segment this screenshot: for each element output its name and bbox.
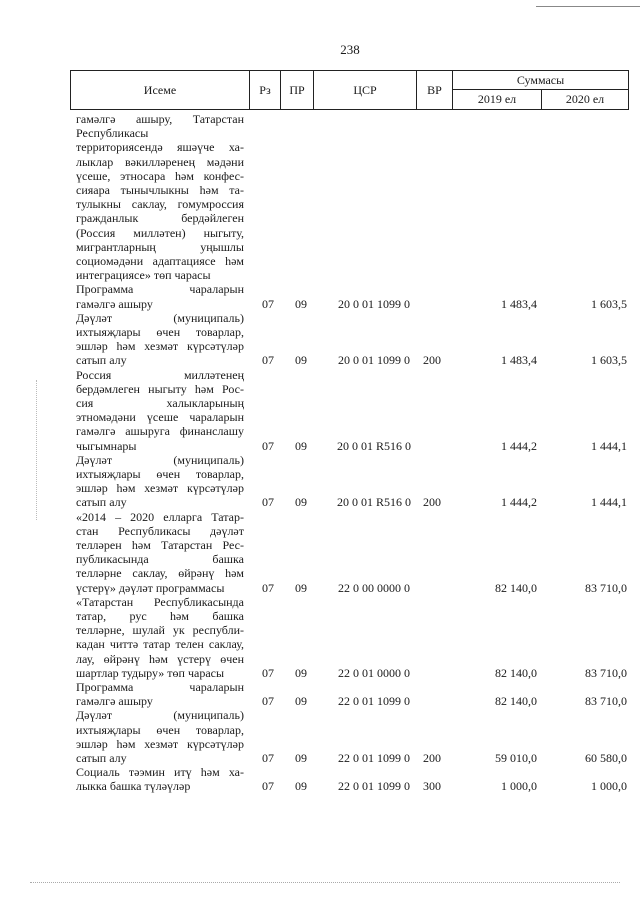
cell-pr: 09 xyxy=(295,665,307,680)
row-name-line: гамәлгә ашыру xyxy=(76,694,153,709)
row-name-line: үсеше, этносара һәм конфес- xyxy=(76,168,244,183)
cell-csr: 20 0 01 1099 0 xyxy=(338,296,410,311)
cell-sum-2020: 1 444,1 xyxy=(591,495,627,510)
row-name-line: мигрантларның уңышлы xyxy=(76,239,244,254)
cell-vr: 200 xyxy=(423,353,441,368)
cell-sum-2019: 82 140,0 xyxy=(495,694,537,709)
cell-vr: 300 xyxy=(423,779,441,794)
row-name-line: Республикасы xyxy=(76,126,149,141)
cell-rz: 07 xyxy=(262,495,274,510)
cell-sum-2020: 83 710,0 xyxy=(585,580,627,595)
cell-sum-2019: 82 140,0 xyxy=(495,580,537,595)
header-csr: ЦСР xyxy=(314,71,417,110)
cell-csr: 22 0 01 0000 0 xyxy=(338,665,410,680)
row-name-line: сияара тынычлыкны һәм та- xyxy=(76,182,244,197)
row-name-line: «Татарстан Республикасында xyxy=(76,594,244,609)
row-name-line: ихтыяҗлары өчен товарлар, xyxy=(76,722,244,737)
cell-pr: 09 xyxy=(295,750,307,765)
row-name-line: телләрне саклау, өйрәнү һәм xyxy=(76,566,244,581)
row-name-line: үстерү» дәүләт программасы xyxy=(76,580,225,595)
row-name-line: лыклар вәкилләренең мәдәни xyxy=(76,154,244,169)
cell-pr: 09 xyxy=(295,438,307,453)
row-name-line: территориясендә яшәүче ха- xyxy=(76,140,244,155)
cell-sum-2020: 60 580,0 xyxy=(585,750,627,765)
row-name-line: гамәлгә ашыру xyxy=(76,296,153,311)
row-name-line: «2014 – 2020 елларга Татар- xyxy=(76,509,244,524)
cell-pr: 09 xyxy=(295,580,307,595)
row-name-line: Программа чараларын xyxy=(76,680,244,694)
cell-sum-2019: 1 483,4 xyxy=(501,296,537,311)
row-name-line: эшләр һәм хезмәт күрсәтүләр xyxy=(76,481,244,496)
cell-rz: 07 xyxy=(262,296,274,311)
row-name-line: гамәлгә ашыруга финанслашу xyxy=(76,424,244,439)
row-name-line: Программа чараларын xyxy=(76,282,244,297)
cell-pr: 09 xyxy=(295,296,307,311)
cell-csr: 22 0 00 0000 0 xyxy=(338,580,410,595)
cell-pr: 09 xyxy=(295,495,307,510)
row-name-line: этномәдәни үсеше чараларын xyxy=(76,410,244,425)
header-year-2019: 2019 ел xyxy=(453,90,542,110)
row-name-line: эшләр һәм хезмәт күрсәтүләр xyxy=(76,736,244,751)
row-name-line: сия халыкларының xyxy=(76,395,244,410)
row-name-line: Дәүләт (муниципаль) xyxy=(76,452,244,467)
cell-rz: 07 xyxy=(262,580,274,595)
cell-csr: 20 0 01 R516 0 xyxy=(336,495,411,510)
cell-sum-2019: 1 000,0 xyxy=(501,779,537,794)
cell-csr: 20 0 01 R516 0 xyxy=(336,438,411,453)
row-name-line: Россия милләтенең xyxy=(76,367,244,382)
cell-vr: 200 xyxy=(423,750,441,765)
row-name-line: ихтыяҗлары өчен товарлар, xyxy=(76,466,244,481)
cell-sum-2019: 1 444,2 xyxy=(501,438,537,453)
cell-sum-2019: 82 140,0 xyxy=(495,665,537,680)
row-name-line: сатып алу xyxy=(76,353,127,368)
cell-vr: 200 xyxy=(423,495,441,510)
row-name xyxy=(76,453,244,510)
row-name-line: телләрне, шулай ук республи- xyxy=(76,623,244,638)
row-name xyxy=(76,680,244,708)
row-name xyxy=(76,595,244,680)
row-name xyxy=(76,708,244,765)
cell-rz: 07 xyxy=(262,750,274,765)
header-pr: ПР xyxy=(281,71,314,110)
row-name-line: татар, рус һәм башка xyxy=(76,608,244,623)
cell-rz: 07 xyxy=(262,665,274,680)
row-name-line: лау, өйрәнү һәм үстерү өчен xyxy=(76,651,244,666)
row-name-line: гамәлгә ашыру, Татарстан xyxy=(76,112,244,126)
row-name-line: Социаль тәэмин итү һәм ха- xyxy=(76,765,244,780)
cell-csr: 22 0 01 1099 0 xyxy=(338,779,410,794)
header-sums: Суммасы xyxy=(453,71,629,90)
row-name-line: (Россия милләтен) ныгыту, xyxy=(76,225,244,240)
row-name xyxy=(76,282,244,310)
cell-sum-2020: 1 000,0 xyxy=(591,779,627,794)
row-name xyxy=(76,765,244,793)
row-name-line: Дәүләт (муниципаль) xyxy=(76,708,244,723)
row-name-line: интеграциясе» төп чарасы xyxy=(76,268,211,283)
row-name-line: ихтыяҗлары өчен товарлар, xyxy=(76,324,244,339)
cell-pr: 09 xyxy=(295,779,307,794)
row-name-line: шартлар тудыру» төп чарасы xyxy=(76,665,225,680)
row-name xyxy=(76,311,244,368)
scan-margin-marks xyxy=(36,380,37,520)
row-name-line: сатып алу xyxy=(76,750,127,765)
row-name-line: тулыкны саклау, гомумроссия xyxy=(76,197,244,212)
cell-sum-2020: 83 710,0 xyxy=(585,694,627,709)
row-name-line: гражданлык бердәйлеген xyxy=(76,211,244,226)
row-name-line: кадан читтә татар телен саклау, xyxy=(76,637,244,652)
row-name xyxy=(76,510,244,595)
cell-rz: 07 xyxy=(262,694,274,709)
top-rule xyxy=(536,6,640,7)
cell-sum-2020: 1 603,5 xyxy=(591,353,627,368)
row-name-line: телләрен һәм Татарстан Рес- xyxy=(76,537,244,552)
header-vr: ВР xyxy=(417,71,453,110)
row-name xyxy=(76,368,244,453)
page-number: 238 xyxy=(340,42,360,57)
scan-bottom-dots xyxy=(30,882,620,883)
cell-sum-2020: 1 444,1 xyxy=(591,438,627,453)
cell-sum-2019: 1 444,2 xyxy=(501,495,537,510)
row-name-line: лыкка башка түләүләр xyxy=(76,779,191,794)
row-name-line: чыгымнары xyxy=(76,438,137,453)
row-name-line: сатып алу xyxy=(76,495,127,510)
row-name-line: бердәмлеген ныгыту һәм Рос- xyxy=(76,381,244,396)
cell-sum-2019: 59 010,0 xyxy=(495,750,537,765)
row-name xyxy=(76,112,244,282)
row-name-line: эшләр һәм хезмәт күрсәтүләр xyxy=(76,339,244,354)
cell-rz: 07 xyxy=(262,353,274,368)
row-name-line: Дәүләт (муниципаль) xyxy=(76,310,244,325)
cell-sum-2020: 83 710,0 xyxy=(585,665,627,680)
cell-csr: 22 0 01 1099 0 xyxy=(338,750,410,765)
header-name: Исеме xyxy=(71,71,250,110)
budget-table-header xyxy=(70,70,629,110)
cell-csr: 20 0 01 1099 0 xyxy=(338,353,410,368)
cell-pr: 09 xyxy=(295,694,307,709)
row-name-line: стан Республикасы дәүләт xyxy=(76,523,244,538)
row-name-line: публикасында башка xyxy=(76,552,244,567)
cell-sum-2019: 1 483,4 xyxy=(501,353,537,368)
header-rz: Рз xyxy=(250,71,281,110)
cell-rz: 07 xyxy=(262,438,274,453)
header-year-2020: 2020 ел xyxy=(542,90,629,110)
cell-sum-2020: 1 603,5 xyxy=(591,296,627,311)
cell-csr: 22 0 01 1099 0 xyxy=(338,694,410,709)
cell-pr: 09 xyxy=(295,353,307,368)
row-name-line: социомәдәни адаптациясе һәм xyxy=(76,253,244,268)
cell-rz: 07 xyxy=(262,779,274,794)
